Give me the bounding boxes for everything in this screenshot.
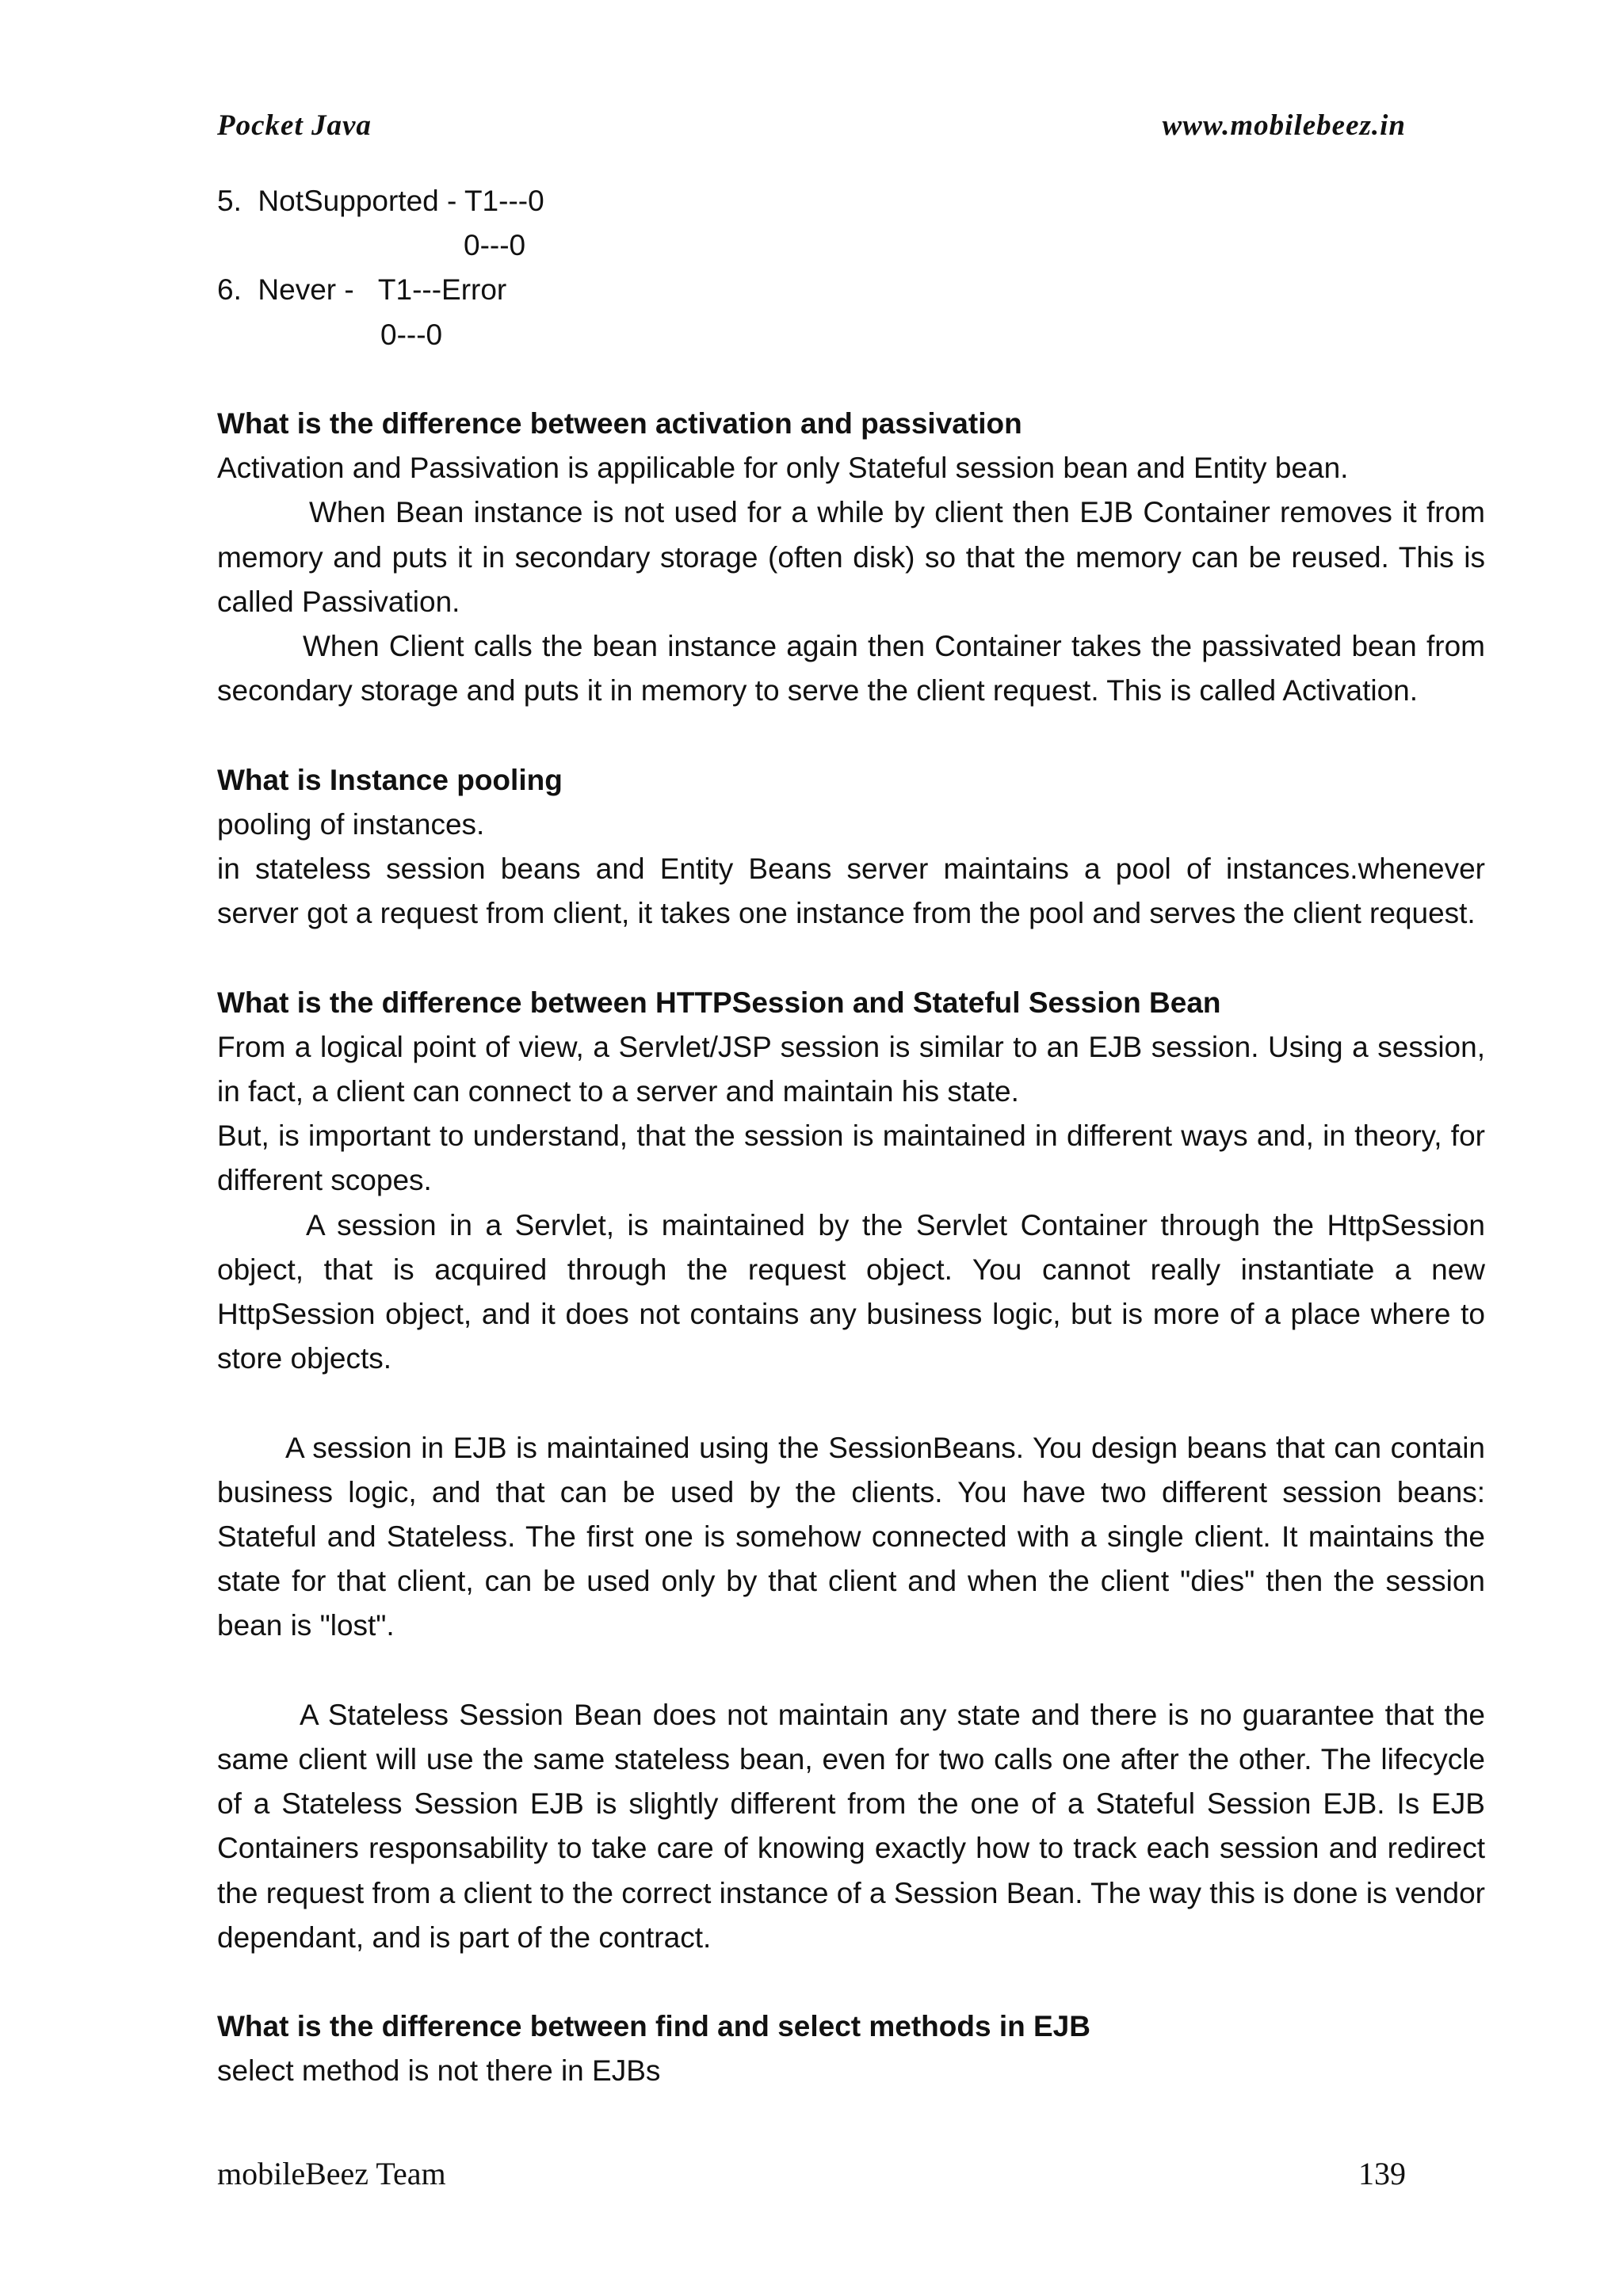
spacer bbox=[217, 1381, 1485, 1425]
spacer bbox=[217, 1960, 1485, 2004]
paragraph: When Client calls the bean instance again then Container takes the passivated bean from secondary storage and puts it in memory to serve the client request. This is called Activation. bbox=[217, 630, 1485, 707]
paragraph: A session in EJB is maintained using the SessionBeans. You design beans that can contain business logic, and that can be used by the clients. You have two different session beans: Stateful and Stateless. The first one is somehow connected with a single client. It maintains the state for that client, can be used only by that client and when the client "dies" then the session bean is "lost". bbox=[217, 1431, 1485, 1642]
list-item-6-continuation: 0---0 bbox=[380, 318, 443, 351]
page-number: 139 bbox=[1358, 2156, 1406, 2191]
page-footer bbox=[217, 2155, 1406, 2192]
paragraph: From a logical point of view, a Servlet/JSP session is similar to an EJB session. Using a session, in fact, a client can connect to a server and maintain his state. bbox=[217, 1030, 1485, 1108]
footer-team: mobileBeez Team bbox=[217, 2156, 446, 2191]
heading-activation: What is the difference between activation and passivation bbox=[217, 407, 1022, 440]
paragraph: A session in a Servlet, is maintained by the Servlet Container through the HttpSession object, that is acquired through the request object. You cannot really instantiate a new HttpSession object, and it does not contains any business logic, but is more of a place where to store objects. bbox=[217, 1208, 1485, 1375]
page-content bbox=[217, 179, 1485, 2094]
paragraph: When Bean instance is not used for a while by client then EJB Container removes it from memory and puts it in secondary storage (often disk) so that the memory can be reused. This is called Passivation. bbox=[217, 496, 1485, 618]
spacer bbox=[217, 357, 1485, 402]
paragraph: But, is important to understand, that the session is maintained in different ways and, in theory, for different scopes. bbox=[217, 1119, 1485, 1197]
heading-find-select: What is the difference between find and select methods in EJB bbox=[217, 2010, 1090, 2043]
spacer bbox=[217, 1649, 1485, 1693]
paragraph: A Stateless Session Bean does not maintain any state and there is no guarantee that the same client will use the same stateless bean, even for two calls one after the other. The lifecycle of a Stateless Session EJB is slightly different from the one of a Stateful Session EJB. Is EJB Containers responsability to take care of knowing exactly how to track each session and redirect the request from a client to the correct instance of a Session Bean. The way this is done is vendor dependant, and is part of the contract. bbox=[217, 1698, 1485, 1954]
paragraph: pooling of instances. bbox=[217, 807, 485, 841]
spacer bbox=[217, 713, 1485, 757]
paragraph: select method is not there in EJBs bbox=[217, 2054, 661, 2088]
heading-instance-pooling: What is Instance pooling bbox=[217, 763, 563, 796]
header-website: www.mobilebeez.in bbox=[1162, 109, 1406, 142]
page-header bbox=[217, 101, 1406, 149]
spacer bbox=[217, 936, 1485, 980]
heading-httpsession: What is the difference between HTTPSession and Stateful Session Bean bbox=[217, 986, 1221, 1019]
list-item-6: 6. Never - T1---Error bbox=[217, 273, 507, 307]
paragraph: Activation and Passivation is appilicable for only Stateful session bean and Entity bean. bbox=[217, 452, 1349, 485]
header-title: Pocket Java bbox=[217, 109, 372, 142]
list-item-5-continuation: 0---0 bbox=[464, 229, 526, 262]
list-item-5: 5. NotSupported - T1---0 bbox=[217, 185, 544, 217]
paragraph: in stateless session beans and Entity Beans server maintains a pool of instances.whenever server got a request from client, it takes one instance from the pool and serves the client request. bbox=[217, 852, 1485, 930]
